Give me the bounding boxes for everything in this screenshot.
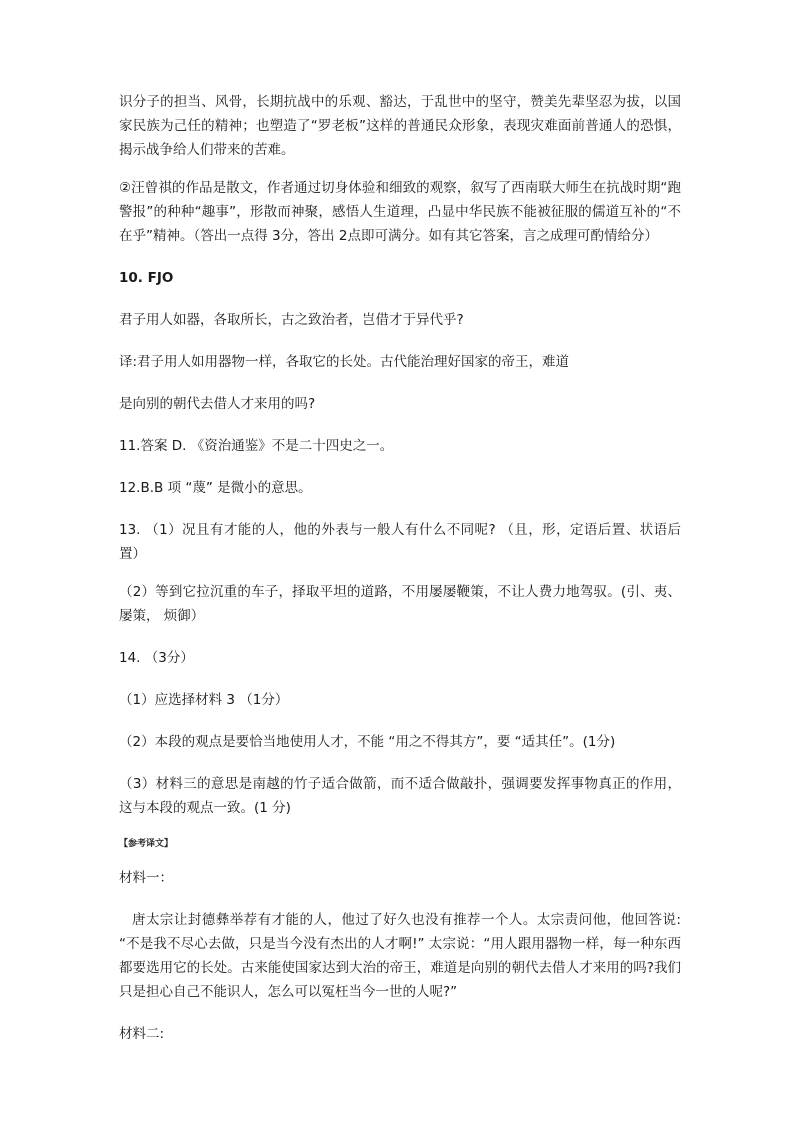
answer-paragraph-continued: 识分子的担当、风骨，长期抗战中的乐观、豁达，于乱世中的坚守，赞美先辈坚忍为拔，以国家民族为己任的精神；也塑造了“罗老板”这样的普通民众形象，表现灾难面前普通人的恐惧，揭示战争给人们带来的苦难。 bbox=[119, 94, 681, 158]
question-14-part2: （2）本段的观点是要恰当地使用人才，不能 “用之不得其方”，要 “适其任”。(1分) bbox=[119, 734, 616, 750]
question-14-header: 14. （3分） bbox=[119, 650, 194, 666]
answer-paragraph-2: ②汪曾祺的作品是散文，作者通过切身体验和细致的观察，叙写了西南联大师生在抗战时期“跑警报”的种种“趣事”，形散而神聚，感悟人生道理，凸显中华民族不能被征服的儒道互补的“不在乎”精神。（答出一点得 3分，答出 2点即可满分。如有其它答案，言之成理可酌情给分） bbox=[119, 180, 681, 244]
question-10-answer: 10. FJO bbox=[119, 270, 174, 286]
material-2-title: 材料二: bbox=[119, 1026, 165, 1042]
question-13-part1: 13. （1）况且有才能的人，他的外表与一般人有什么不同呢? （且，形，定语后置、状语后置） bbox=[119, 522, 681, 562]
question-11-answer: 11.答案 D. 《资治通鉴》不是二十四史之一。 bbox=[119, 438, 394, 454]
document-page bbox=[119, 90, 681, 1046]
question-10-translation-line2: 是向别的朝代去借人才来用的吗? bbox=[119, 396, 316, 412]
material-1-title: 材料一： bbox=[119, 870, 173, 886]
question-10-quote: 君子用人如器，各取所长，古之致治者，岂借才于异代乎? bbox=[119, 312, 464, 328]
question-12-answer: 12.B.B 项 “蔑” 是微小的意思。 bbox=[119, 480, 312, 496]
question-10-translation-line1: 译:君子用人如用器物一样，各取它的长处。古代能治理好国家的帝王，难道 bbox=[119, 354, 570, 370]
material-1-body: 唐太宗让封德彝举荐有才能的人，他过了好久也没有推荐一个人。太宗责问他，他回答说: “不是我不尽心去做，只是当今没有杰出的人才啊!” 太宗说：“用人跟用器物一样，每一种东西都要选用它的长处。古来能使国家达到大治的帝王，难道是向别的朝代去借人才来用的吗?我们只是担心自己不能识人，怎么可以冤枉当今一世的人呢?” bbox=[119, 912, 681, 1000]
question-14-part3: （3）材料三的意思是南越的竹子适合做箭，而不适合做敲扑，强调要发挥事物真正的作用，这与本段的观点一致。(1 分) bbox=[119, 776, 681, 816]
reference-translation-label: 【参考译文】 bbox=[119, 839, 174, 849]
question-14-part1: （1）应选择材料 3 （1分） bbox=[119, 692, 289, 708]
question-13-part2: （2）等到它拉沉重的车子，择取平坦的道路，不用屡屡鞭策，不让人费力地驾驭。(引、夷、屡策， 烦御） bbox=[119, 584, 681, 624]
